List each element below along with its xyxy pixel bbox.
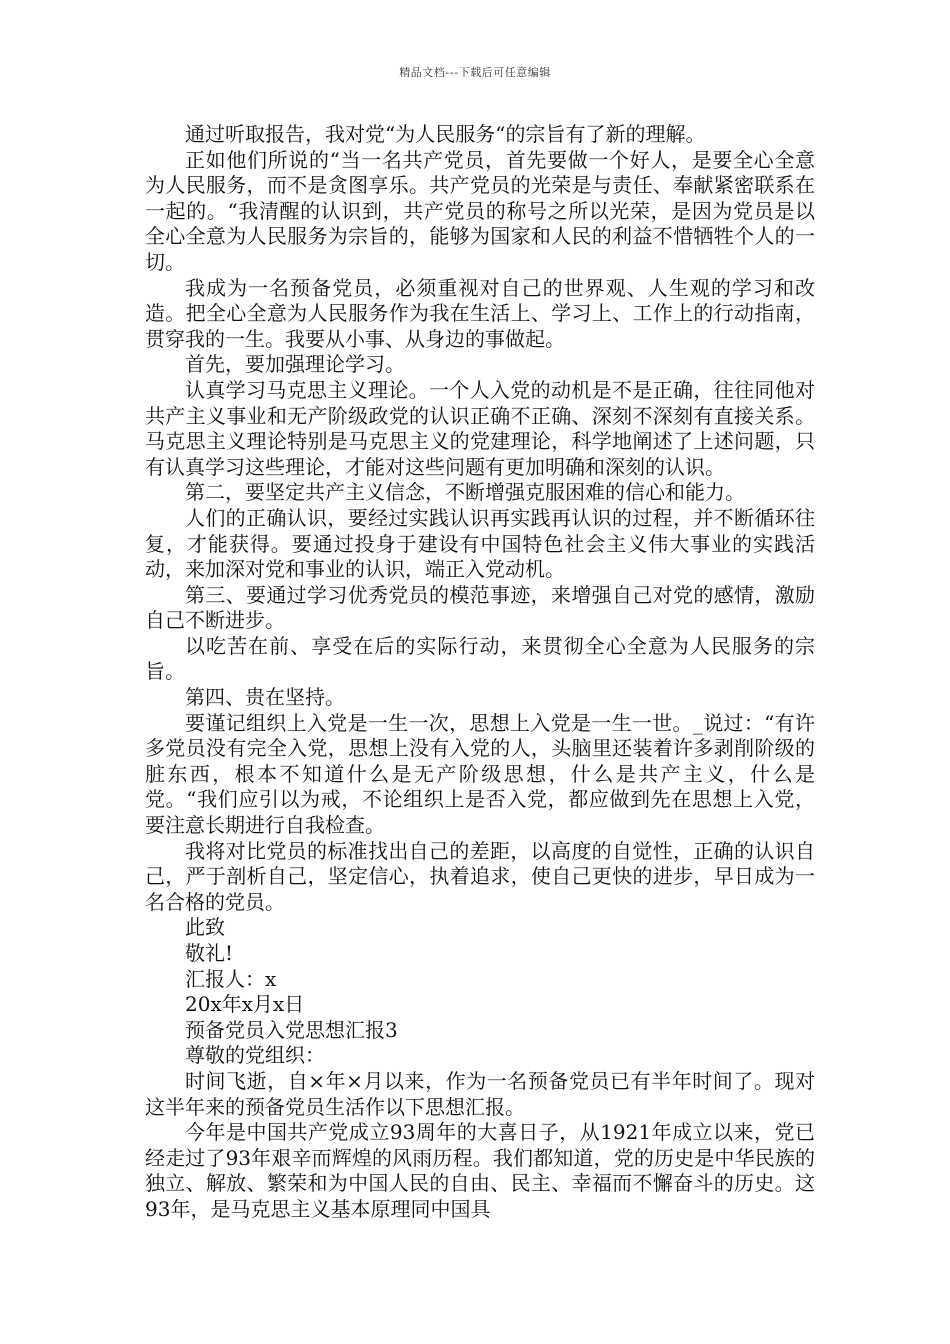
- paragraph: 第二，要坚定共产主义信念，不断增强克服困难的信心和能力。: [185, 480, 745, 505]
- paragraph: 我将对比党员的标准找出自己的差距，以高度的自觉性，正确的认识自己，严于剖析自己，坚定信心，执着追求，使自己更快的进步，早日成为一名合格的党员。: [145, 838, 815, 914]
- page-header: 精品文档---下载后可任意编辑: [399, 66, 551, 79]
- paragraph: 要谨记组织上入党是一生一次，思想上入党是一生一世。_说过：“有许多党员没有完全入党，思想上没有入党的人，头脑里还装着许多剥削阶级的脏东西，根本不知道什么是无产阶级思想，什么是共产主义，什么是党。“我们应引以为戒，不论组织上是否入党，都应做到先在思想上入党，要注意长期进行自我检查。: [145, 710, 815, 838]
- paragraph: 我成为一名预备党员，必须重视对自己的世界观、人生观的学习和改造。把全心全意为人民服务作为我在生活上、学习上、工作上的行动指南，贯穿我的一生。我要从小事、从身边的事做起。: [145, 275, 815, 351]
- section-title: 预备党员入党思想汇报3: [185, 1017, 398, 1042]
- paragraph: 第三、要通过学习优秀党员的模范事迹，来增强自己对党的感情，激励自己不断进步。: [145, 582, 815, 633]
- closing-regards: 敬礼!: [185, 941, 234, 965]
- paragraph: 通过听取报告，我对党“为人民服务“的宗旨有了新的理解。: [185, 122, 706, 146]
- paragraph: 人们的正确认识，要经过实践认识再实践再认识的过程，并不断循环往复，才能获得。要通过投身于建设有中国特色社会主义伟大事业的实践活动，来加深对党和事业的认识，端正入党动机。: [145, 505, 815, 582]
- document-body: [145, 122, 815, 1223]
- closing-salutation: 此致: [185, 915, 225, 940]
- reporter-line: 汇报人：x: [185, 966, 277, 991]
- date-line: 20x年x月x日: [185, 992, 305, 1017]
- paragraph: 认真学习马克思主义理论。一个人入党的动机是不是正确，往往同他对共产主义事业和无产阶级政党的认识正确不正确、深刻不深刻有直接关系。马克思主义理论特别是马克思主义的党建理论，科学地阐述了上述问题，只有认真学习这些理论，才能对这些问题有更加明确和深刻的认识。: [145, 377, 815, 479]
- paragraph: 今年是中国共产党成立93周年的大喜日子，从1921年成立以来，党已经走过了93年艰辛而辉煌的风雨历程。我们都知道，党的历史是中华民族的独立、解放、繁荣和为中国人民的自由、民主、幸福而不懈奋斗的历史。这93年，是马克思主义基本原理同中国具: [145, 1120, 815, 1221]
- paragraph: 以吃苦在前、享受在后的实际行动，来贯彻全心全意为人民服务的宗旨。: [145, 633, 815, 684]
- paragraph: 首先，要加强理论学习。: [185, 352, 405, 377]
- greeting-line: 尊敬的党组织：: [185, 1043, 325, 1068]
- paragraph: 正如他们所说的“当一名共产党员，首先要做一个好人，是要全心全意为人民服务，而不是贪图享乐。共产党员的光荣是与责任、奉献紧密联系在一起的。“我清醒的认识到，共产党员的称号之所以光荣，是因为党员是以全心全意为人民服务为宗旨的，能够为国家和人民的利益不惜牺牲个人的一切。: [145, 147, 815, 274]
- paragraph: 第四、贵在坚持。: [185, 685, 345, 710]
- paragraph: 时间飞逝，自×年×月以来，作为一名预备党员已有半年时间了。现对这半年来的预备党员生活作以下思想汇报。: [145, 1068, 815, 1119]
